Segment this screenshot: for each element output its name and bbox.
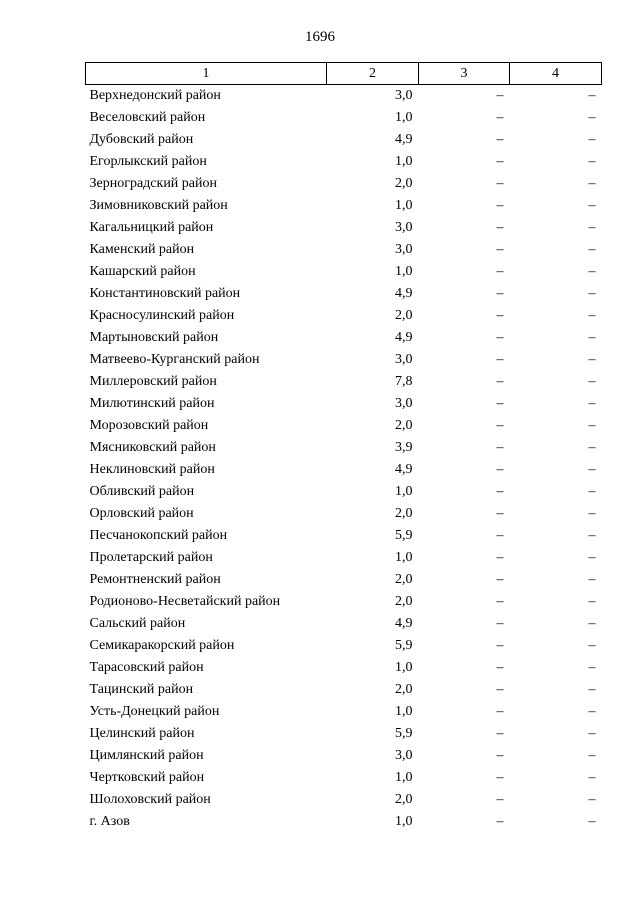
table-row (86, 217, 602, 239)
row-col3: – (496, 616, 504, 631)
table-row (86, 85, 602, 108)
row-value: 5,9 (395, 528, 413, 543)
table-row (86, 415, 602, 437)
table-row (86, 657, 602, 679)
row-value: 3,9 (395, 440, 413, 455)
row-name: Красносулинский район (89, 308, 235, 323)
table-row (86, 327, 602, 349)
row-name: Милютинский район (89, 396, 215, 411)
row-col3: – (496, 594, 504, 609)
row-col3: – (496, 132, 504, 147)
row-name: Егорлыкский район (89, 154, 207, 169)
row-col4: – (588, 704, 596, 719)
table-row (86, 349, 602, 371)
row-col3: – (496, 550, 504, 565)
row-col4: – (588, 352, 596, 367)
row-col3: – (496, 682, 504, 697)
row-name: Ремонтненский район (89, 572, 221, 587)
row-col3: – (496, 176, 504, 191)
table-header (86, 63, 602, 85)
row-name: Усть-Донецкий район (89, 704, 220, 719)
row-col4: – (588, 132, 596, 147)
row-col4: – (588, 396, 596, 411)
row-col3: – (496, 374, 504, 389)
row-value: 1,0 (395, 704, 413, 719)
row-col3: – (496, 220, 504, 235)
row-name: Миллеровский район (89, 374, 217, 389)
row-name: Кашарский район (89, 264, 196, 279)
table-row (86, 459, 602, 481)
row-name: Кагальницкий район (89, 220, 214, 235)
table-row (86, 305, 602, 327)
row-value: 2,0 (395, 682, 413, 697)
row-col4: – (588, 748, 596, 763)
row-name: Мясниковский район (89, 440, 216, 455)
row-value: 3,0 (395, 242, 413, 257)
row-value: 7,8 (395, 374, 413, 389)
row-value: 1,0 (395, 814, 413, 829)
row-name: Морозовский район (89, 418, 209, 433)
row-col4: – (588, 506, 596, 521)
header-col-4: 4 (510, 63, 602, 85)
table-row (86, 569, 602, 591)
row-name: Дубовский район (89, 132, 194, 147)
row-name: Орловский район (89, 506, 194, 521)
row-col3: – (496, 506, 504, 521)
row-name: Верхнедонский район (89, 88, 221, 103)
row-value: 2,0 (395, 308, 413, 323)
row-value: 3,0 (395, 220, 413, 235)
row-col3: – (496, 418, 504, 433)
page-number: 1696 (305, 29, 335, 45)
table-row (86, 129, 602, 151)
row-col4: – (588, 770, 596, 785)
row-col4: – (588, 682, 596, 697)
row-value: 3,0 (395, 352, 413, 367)
row-name: Чертковский район (89, 770, 205, 785)
table-row (86, 525, 602, 547)
row-value: 4,9 (395, 330, 413, 345)
row-name: Семикаракорский район (89, 638, 235, 653)
row-value: 4,9 (395, 132, 413, 147)
table-body (86, 85, 602, 834)
table-row (86, 745, 602, 767)
row-name: Константиновский район (89, 286, 241, 301)
row-col4: – (588, 286, 596, 301)
row-col4: – (588, 550, 596, 565)
row-col4: – (588, 88, 596, 103)
row-col4: – (588, 176, 596, 191)
row-col3: – (496, 88, 504, 103)
row-col3: – (496, 242, 504, 257)
row-name: Цимлянский район (89, 748, 204, 763)
table-row (86, 613, 602, 635)
table-row (86, 371, 602, 393)
row-value: 1,0 (395, 660, 413, 675)
header-col-3: 3 (419, 63, 510, 85)
row-name: Песчанокопский район (89, 528, 228, 543)
row-col3: – (496, 748, 504, 763)
table-row (86, 789, 602, 811)
row-value: 2,0 (395, 594, 413, 609)
row-name: Каменский район (89, 242, 195, 257)
row-col3: – (496, 462, 504, 477)
row-col3: – (496, 286, 504, 301)
row-name: Сальский район (89, 616, 186, 631)
row-col3: – (496, 770, 504, 785)
row-value: 2,0 (395, 792, 413, 807)
row-col4: – (588, 638, 596, 653)
row-col4: – (588, 220, 596, 235)
table-row (86, 173, 602, 195)
row-value: 3,0 (395, 748, 413, 763)
row-col4: – (588, 374, 596, 389)
row-name: Целинский район (89, 726, 195, 741)
row-name: Матвеево-Курганский район (89, 352, 260, 367)
row-col4: – (588, 484, 596, 499)
row-value: 1,0 (395, 550, 413, 565)
table-row (86, 393, 602, 415)
row-value: 1,0 (395, 264, 413, 279)
row-col4: – (588, 198, 596, 213)
row-col4: – (588, 660, 596, 675)
table-row (86, 107, 602, 129)
row-col4: – (588, 418, 596, 433)
row-col3: – (496, 814, 504, 829)
row-name: Мартыновский район (89, 330, 219, 345)
row-name: Тарасовский район (89, 660, 204, 675)
row-value: 4,9 (395, 616, 413, 631)
row-col4: – (588, 594, 596, 609)
row-value: 5,9 (395, 638, 413, 653)
row-col4: – (588, 242, 596, 257)
row-value: 2,0 (395, 176, 413, 191)
table-row (86, 635, 602, 657)
row-value: 5,9 (395, 726, 413, 741)
data-table (85, 62, 602, 833)
row-col3: – (496, 440, 504, 455)
row-col3: – (496, 638, 504, 653)
table-row (86, 239, 602, 261)
row-col3: – (496, 308, 504, 323)
row-col4: – (588, 462, 596, 477)
row-name: Зерноградский район (89, 176, 217, 191)
row-col4: – (588, 572, 596, 587)
row-name: Пролетарский район (89, 550, 213, 565)
row-col4: – (588, 726, 596, 741)
table-row (86, 701, 602, 723)
row-col3: – (496, 572, 504, 587)
table-row (86, 283, 602, 305)
table-row (86, 481, 602, 503)
row-value: 1,0 (395, 110, 413, 125)
row-name: Обливский район (89, 484, 195, 499)
row-col4: – (588, 330, 596, 345)
row-col4: – (588, 528, 596, 543)
row-col3: – (496, 484, 504, 499)
row-col4: – (588, 616, 596, 631)
table-row (86, 547, 602, 569)
row-value: 2,0 (395, 572, 413, 587)
row-col3: – (496, 726, 504, 741)
header-col-1: 1 (86, 63, 327, 85)
table-row (86, 679, 602, 701)
table-row (86, 195, 602, 217)
row-col4: – (588, 814, 596, 829)
row-col3: – (496, 330, 504, 345)
header-col-2: 2 (327, 63, 419, 85)
row-col3: – (496, 352, 504, 367)
row-col4: – (588, 264, 596, 279)
row-col3: – (496, 528, 504, 543)
row-col4: – (588, 308, 596, 323)
row-name: Родионово-Несветайский район (89, 594, 281, 609)
table-row (86, 767, 602, 789)
row-name: г. Азов (89, 814, 130, 829)
row-value: 1,0 (395, 154, 413, 169)
row-name: Веселовский район (89, 110, 206, 125)
row-name: Зимовниковский район (89, 198, 228, 213)
row-value: 1,0 (395, 198, 413, 213)
row-value: 2,0 (395, 506, 413, 521)
row-col3: – (496, 264, 504, 279)
row-value: 2,0 (395, 418, 413, 433)
row-value: 1,0 (395, 484, 413, 499)
row-value: 4,9 (395, 462, 413, 477)
table-row (86, 437, 602, 459)
row-col3: – (496, 396, 504, 411)
table-row (86, 503, 602, 525)
table-row (86, 151, 602, 173)
row-col4: – (588, 792, 596, 807)
row-col3: – (496, 660, 504, 675)
row-col4: – (588, 110, 596, 125)
header-row (86, 63, 602, 85)
row-col4: – (588, 154, 596, 169)
row-value: 3,0 (395, 88, 413, 103)
row-value: 1,0 (395, 770, 413, 785)
row-col3: – (496, 704, 504, 719)
table-row (86, 811, 602, 833)
table-row (86, 591, 602, 613)
row-col3: – (496, 154, 504, 169)
row-col3: – (496, 110, 504, 125)
row-value: 3,0 (395, 396, 413, 411)
table-row (86, 261, 602, 283)
row-name: Шолоховский район (89, 792, 211, 807)
row-name: Тацинский район (89, 682, 194, 697)
row-col3: – (496, 792, 504, 807)
row-col3: – (496, 198, 504, 213)
row-value: 4,9 (395, 286, 413, 301)
row-name: Неклиновский район (89, 462, 215, 477)
table-row (86, 723, 602, 745)
row-col4: – (588, 440, 596, 455)
